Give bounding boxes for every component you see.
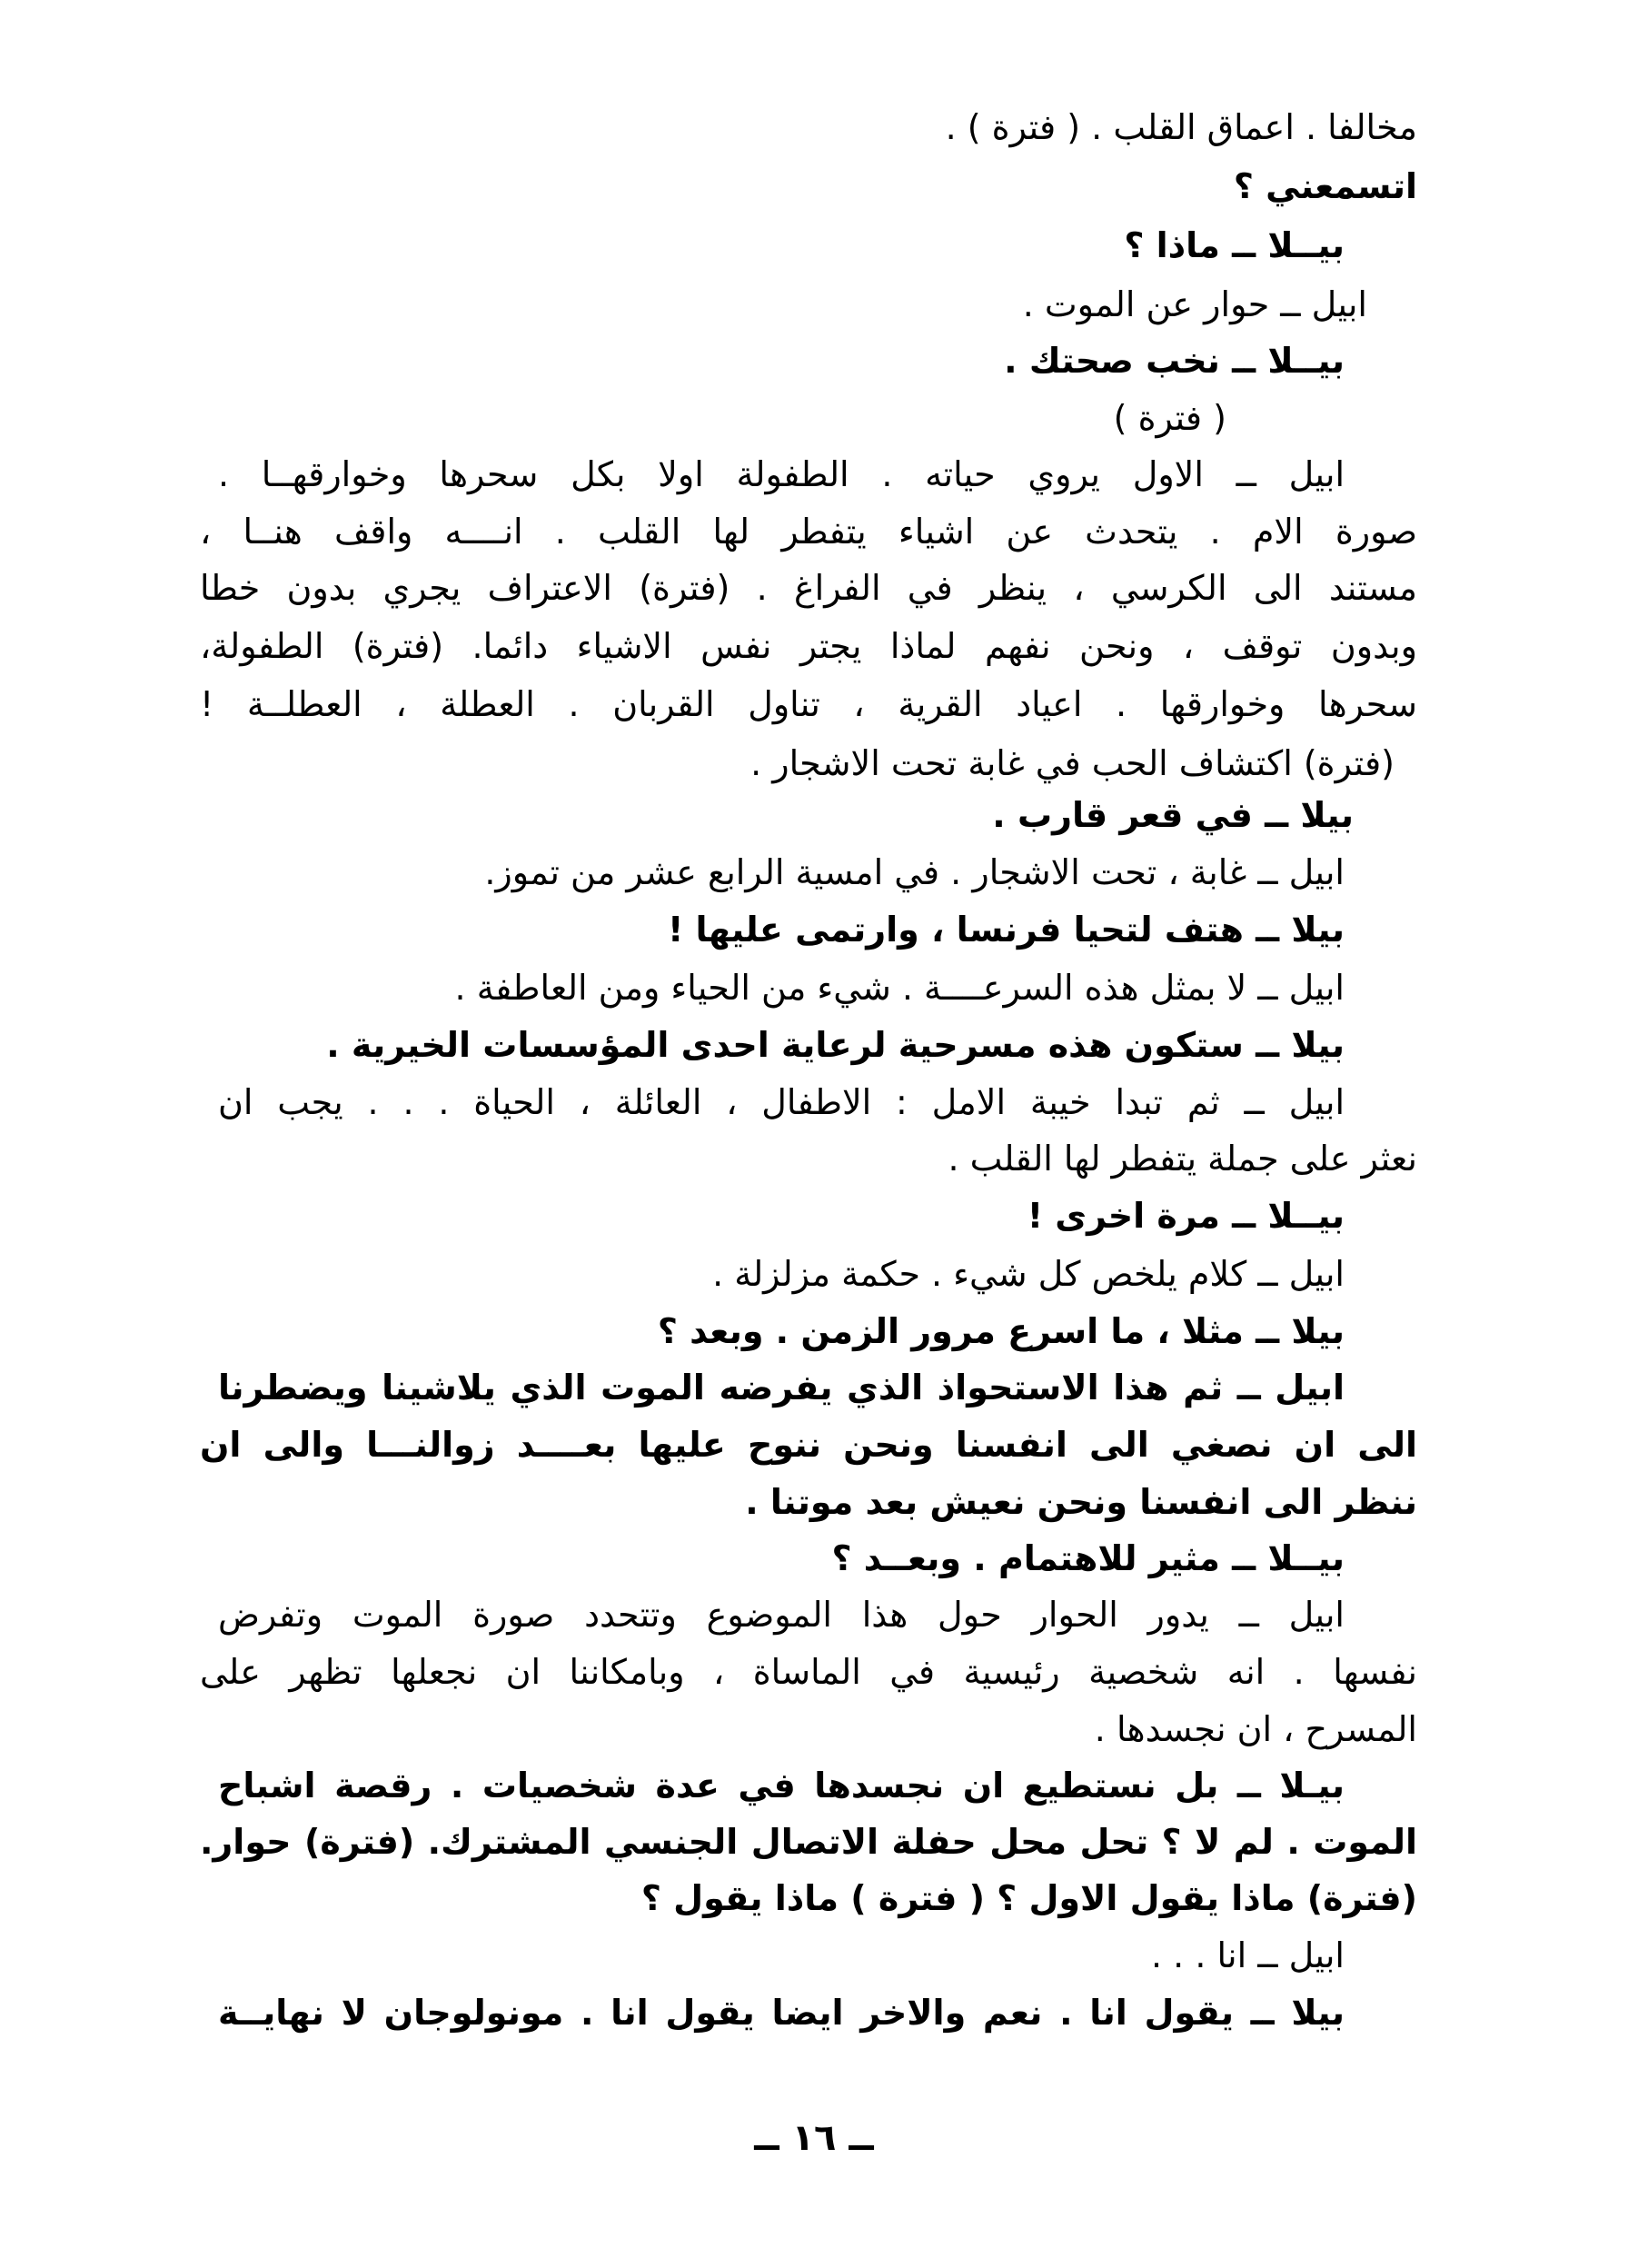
text-line: صورة الام . يتحدث عن اشياء يتفطر لها القلب . انــــه واقف هنــا ، [200,512,1417,552]
text-line: ننظر الى انفسنا ونحن نعيش بعد موتنا . [745,1482,1417,1522]
text-line: بيلا ــ مثلا ، ما اسرع مرور الزمن . وبعد ؟ [657,1311,1345,1351]
text-line: ابيل ــ حوار عن الموت . [1022,284,1367,324]
text-line: المسرح ، ان نجسدها . [1094,1709,1417,1749]
text-line: ابيل ــ الاول يروي حياته . الطفولة اولا بكل سحرها وخوارقهــا . [218,454,1345,494]
text-line: (فترة) اكتشاف الحب في غابة تحت الاشجار . [750,743,1395,783]
text-line: ابيل ــ ثم تبدا خيبة الامل : الاطفال ، العائلة ، الحياة . . . يجب ان [218,1082,1345,1122]
text-line: ابيل ــ يدور الحوار حول هذا الموضوع وتتحدد صورة الموت وتفرض [218,1595,1345,1635]
text-line: ابيل ــ لا بمثل هذه السرعــــة . شيء من الحياء ومن العاطفة . [454,968,1345,1008]
text-line: ( فترة ) [1113,398,1226,438]
text-line: بيلا ــ ستكون هذه مسرحية لرعاية احدى المؤسسات الخيرية . [326,1025,1345,1065]
text-line: (فترة) ماذا يقول الاول ؟ ( فترة ) ماذا يقول ؟ [640,1878,1417,1918]
text-line: بيــلا ــ مثير للاهتمام . وبعــد ؟ [831,1538,1345,1578]
text-line: الى ان نصغي الى انفسنا ونحن ننوح عليها بعــــد زوالنـــا والى ان [200,1425,1417,1465]
text-line: ابيل ــ انا . . . [1151,1935,1345,1975]
page-number: ــ ١٦ ــ [754,2117,874,2159]
text-line: بيــلا ــ مرة اخرى ! [1027,1196,1345,1236]
text-line: ابيل ــ غابة ، تحت الاشجار . في امسية الرابع عشر من تموز. [484,852,1345,892]
text-line: بيلا ــ في قعر قارب . [992,795,1354,835]
text-line: بيــلا ــ ماذا ؟ [1124,225,1345,265]
text-line: وبدون توقف ، ونحن نفهم لماذا يجتر نفس الاشياء دائما. (فترة) الطفولة، [200,626,1417,666]
text-line: نفسها . انه شخصية رئيسية في الماساة ، وبامكاننا ان نجعلها تظهر على [200,1652,1417,1692]
text-line: اتسمعني ؟ [1233,166,1417,206]
text-line: ابيل ــ ثم هذا الاستحواذ الذي يفرضه الموت الذي يلاشينا ويضطرنا [218,1368,1345,1408]
text-line: سحرها وخوارقها . اعياد القرية ، تناول القربان . العطلة ، العطلــة ! [200,684,1417,724]
text-line: بيــلا ــ نخب صحتك . [1004,341,1345,381]
text-line: مخالفا . اعماق القلب . ( فترة ) . [945,107,1417,147]
text-line: الموت . لم لا ؟ تحل محل حفلة الاتصال الجنسي المشترك. (فترة) حوار. [200,1822,1417,1862]
text-line: ابيل ــ كلام يلخص كل شيء . حكمة مزلزلة . [712,1254,1345,1294]
text-line: بيـلا ــ بل نستطيع ان نجسدها في عدة شخصيات . رقصة اشباح [218,1766,1345,1805]
text-line: بيلا ــ يقول انا . نعم والاخر ايضا يقول انا . مونولوجان لا نهايــة [218,1993,1345,2033]
text-line: نعثر على جملة يتفطر لها القلب . [948,1139,1417,1179]
text-line: بيلا ــ هتف لتحيا فرنسا ، وارتمى عليها ! [667,910,1345,950]
text-line: مستند الى الكرسي ، ينظر في الفراغ . (فترة) الاعتراف يجري بدون خطا [200,568,1417,608]
